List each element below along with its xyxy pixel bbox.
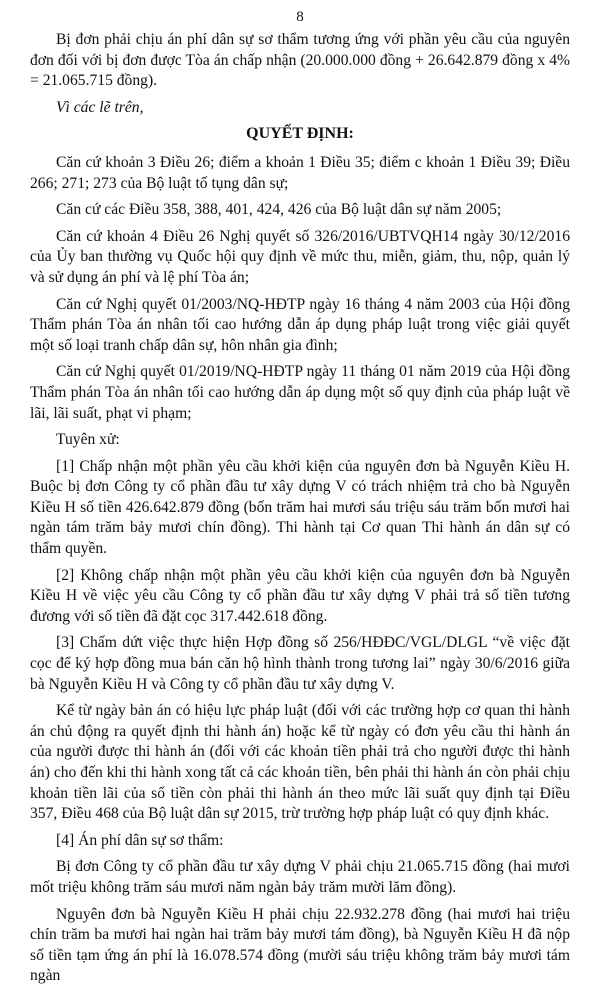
paragraph-judgment-item-4: [4] Án phí dân sự sơ thẩm:: [56, 831, 224, 849]
paragraph-judgment-item-3: [3] Chấm dứt việc thực hiện Hợp đồng số 256/HĐĐC/VGL/DLGL “về việc đặt cọc để ký hợp đồng mua bán căn hộ hình thành trong tương lai” ngày 30/6/2016 giữa bà Nguyễn Kiều H và Công ty cổ phần đầu tư xây dựng V.: [30, 634, 570, 693]
paragraph-judgment-item-2: [2] Không chấp nhận một phần yêu cầu khởi kiện của nguyên đơn bà Nguyễn Kiều H về việc yêu cầu Công ty cổ phần đầu tư xây dựng V phải trả số tiền tương đương với số tiền đã đặt cọc 317.442.618 đồng.: [30, 566, 570, 625]
document-body: [30, 30, 570, 993]
paragraph-defendant-fee: Bị đơn Công ty cổ phần đầu tư xây dựng V phải chịu 21.065.715 đồng (hai mươi mốt triệu không trăm sáu mươi năm ngàn bảy trăm mười lăm đồng).: [30, 858, 570, 896]
paragraph-legal-basis-resolution-2003: Căn cứ Nghị quyết 01/2003/NQ-HĐTP ngày 16 tháng 4 năm 2003 của Hội đồng Thẩm phán Tòa án nhân tối cao hướng dẫn áp dụng pháp luật trong việc giải quyết một số loại tranh chấp dân sự, hôn nhân gia đình;: [30, 295, 570, 354]
paragraph-plaintiff-fee: Nguyên đơn bà Nguyễn Kiều H phải chịu 22.932.278 đồng (hai mươi hai triệu chín trăm ba mươi hai ngàn hai trăm bảy mươi tám đồng), bà Nguyễn Kiều H đã nộp số tiền tạm ứng án phí là 16.078.574 đồng (mười sáu triệu không trăm bảy mươi tám ngàn: [30, 905, 570, 985]
decision-heading: QUYẾT ĐỊNH:: [246, 125, 354, 143]
paragraph-judgment-label: Tuyên xử:: [56, 431, 120, 449]
page-number: 8: [296, 9, 304, 25]
paragraph-court-fee-defendant: Bị đơn phải chịu án phí dân sự sơ thẩm tương ứng với phần yêu cầu của nguyên đơn đối với bị đơn được Tòa án chấp nhận (20.000.000 đồng + 26.642.879 đồng x 4% = 21.065.715 đồng).: [30, 31, 570, 90]
paragraph-legal-basis-civil-code: Căn cứ các Điều 358, 388, 401, 424, 426 của Bộ luật dân sự năm 2005;: [56, 201, 502, 219]
paragraph-legal-basis-resolution-2019: Căn cứ Nghị quyết 01/2019/NQ-HĐTP ngày 11 tháng 01 năm 2019 của Hội đồng Thẩm phán Tòa án nhân tối cao hướng dẫn áp dụng một số quy định của pháp luật về lãi, lãi suất, phạt vi phạm;: [30, 363, 570, 422]
paragraph-legal-basis-procedure: Căn cứ khoản 3 Điều 26; điểm a khoản 1 Điều 35; điểm c khoản 1 Điều 39; Điều 266; 271; 273 của Bộ luật tố tụng dân sự;: [30, 153, 570, 192]
paragraph-interest-clause: Kể từ ngày bản án có hiệu lực pháp luật (đối với các trường hợp cơ quan thi hành án chủ động ra quyết định thi hành án) hoặc kể từ ngày có đơn yêu cầu thi hành án của người được thi hành án (đối với các khoản tiền phải trả cho người được thi hành án) cho đến khi thi hành xong tất cả các khoản tiền, bên phải thi hành án còn phải chịu khoản tiền lãi của số tiền còn phải thi hành án theo mức lãi suất quy định tại Điều 357, Điều 468 của Bộ luật dân sự 2015, trừ trường hợp pháp luật có quy định khác.: [30, 702, 570, 823]
paragraph-legal-basis-resolution-326: Căn cứ khoản 4 Điều 26 Nghị quyết số 326/2016/UBTVQH14 ngày 30/12/2016 của Ủy ban thường vụ Quốc hội quy định về mức thu, miễn, giảm, thu, nộp, quản lý và sử dụng án phí và lệ phí Tòa án;: [30, 227, 570, 286]
paragraph-judgment-item-1: [1] Chấp nhận một phần yêu cầu khởi kiện của nguyên đơn bà Nguyễn Kiều H. Buộc bị đơn Công ty cổ phần đầu tư xây dựng V có trách nhiệm trả cho bà Nguyễn Kiều H số tiền 426.642.879 đồng (bốn trăm hai mươi sáu triệu sáu trăm bốn mươi hai ngàn tám trăm bảy mươi chín đồng). Thi hành tại Cơ quan Thi hành án dân sự có thẩm quyền.: [30, 457, 570, 558]
paragraph-for-these-reasons: Vì các lẽ trên,: [56, 98, 144, 116]
